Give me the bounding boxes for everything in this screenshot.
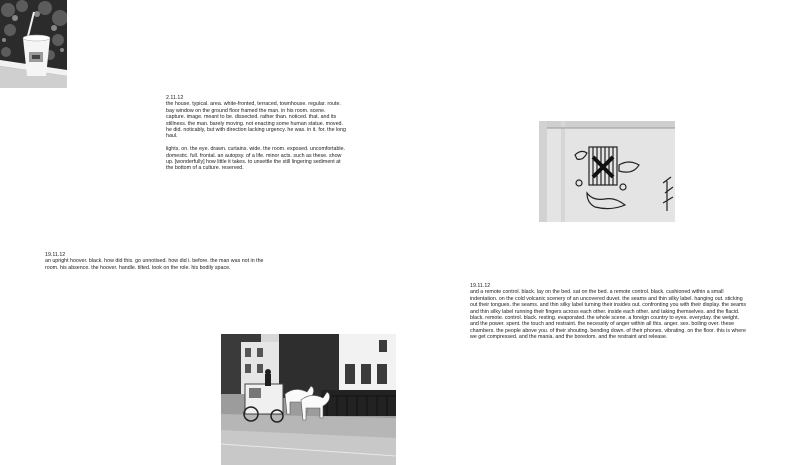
sticker-photo (539, 121, 675, 222)
sticker-image (539, 121, 675, 222)
entry-date: 19.11.12 (45, 252, 66, 258)
cup-image (0, 0, 67, 88)
carriage-photo (221, 334, 396, 465)
entry-paragraph: lights. on. the eye. drawn. curtains. wide. the room. exposed. uncomfortable. domestic. full. frontal. an autopsy. of a life. minor acts. such as these. show up. [wonderfully] how little it takes. to unsettle the still lingering sediment at the bottom of a culture. reserved. (166, 146, 346, 172)
cup-photo (0, 0, 67, 88)
entry-date: 2.11.12 (166, 95, 184, 101)
journal-entry (45, 252, 275, 271)
entry-date: 19.11.12 (470, 283, 491, 289)
entry-paragraph: the house. typical. area. white-fronted, terraced, townhouse. regular. route. bay window on the ground floor framed the man. in his room. scene. capture. image. meant to be. dissected. rather than. noticed. that. and its stillness. the man. barely moving. not enacting some human statue. moved. he did. noticably, but with direction lacking urgency. he was. in it. for. the long haul. (166, 101, 346, 140)
entry-paragraph: an upright hoover. black. how did this. go unnotised. how did i. before. the man was not in the room. his absence. the hoover. handle. tilted. took on the role. his bodily space. (45, 258, 264, 271)
entry-paragraph: and a remote control. black. lay on the bed. sat on the bed. a remote control. black. cushioned within a small indentation. on the cold volcanic scenery of an uncovered duvet. the seams and thin silky label. hanging out. sticking out their tongues. the seams. and thin silky label turning their insides out. confronting you with their display. the seams and thin silky label running their fingers across each other. inside each other. and taking themselves. and the flacid. black. remote. control. black. resting. evaporated. the whole scene. a foreign country to eyes. everyday. the weight. and the power. spent. the touch and restraint. the necessity of anger within all this. anger. sex. boiling over. these chambers. the people above you. of their shouting. bending down. of their phones. vibrating. on the floor. this is where we get compressed. and the mania. and the boredom. and the restraint and release. (470, 289, 747, 341)
journal-entry (470, 283, 748, 341)
journal-entry (166, 95, 346, 172)
carriage-image (221, 334, 396, 465)
